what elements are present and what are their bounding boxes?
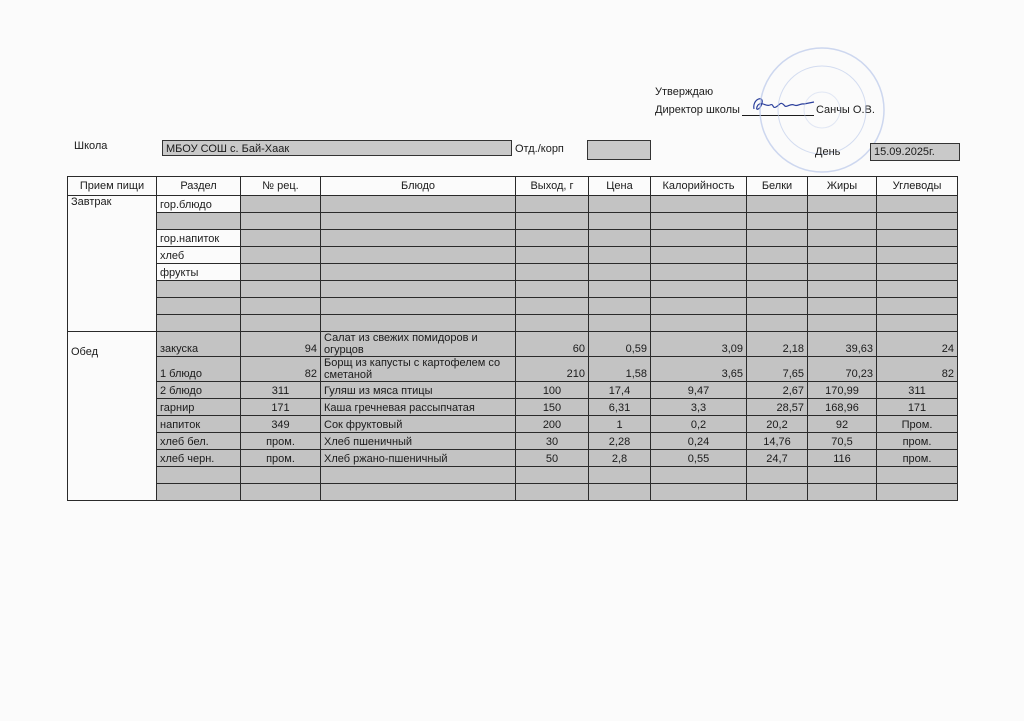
dept-field — [587, 140, 651, 160]
carbs-cell: пром. — [877, 433, 958, 450]
col-header: Цена — [589, 177, 651, 196]
price-cell: 1 — [589, 416, 651, 433]
protein-cell: 2,67 — [747, 382, 808, 399]
table-row — [68, 416, 958, 433]
school-field: МБОУ СОШ с. Бай-Хаак — [162, 140, 512, 156]
recipe-cell: 311 — [241, 382, 321, 399]
carbs-cell: 82 — [877, 357, 958, 382]
yield-cell: 60 — [516, 332, 589, 357]
recipe-cell: пром. — [241, 450, 321, 467]
dish-cell: Каша гречневая рассыпчатая — [321, 399, 516, 416]
director-name: Санчы О.В. — [815, 104, 875, 116]
section-cell: гор.блюдо — [157, 196, 241, 213]
section-cell — [157, 298, 241, 315]
dish-cell: Гуляш из мяса птицы — [321, 382, 516, 399]
col-header: Белки — [747, 177, 808, 196]
section-cell — [157, 315, 241, 332]
protein-cell: 14,76 — [747, 433, 808, 450]
calories-cell: 0,24 — [651, 433, 747, 450]
fat-cell: 92 — [808, 416, 877, 433]
col-header: Раздел — [157, 177, 241, 196]
carbs-cell: 171 — [877, 399, 958, 416]
yield-cell: 100 — [516, 382, 589, 399]
col-header: Блюдо — [321, 177, 516, 196]
section-cell: 2 блюдо — [157, 382, 241, 399]
protein-cell: 20,2 — [747, 416, 808, 433]
col-header: Углеводы — [877, 177, 958, 196]
school-label: Школа — [74, 140, 108, 152]
recipe-cell: 82 — [241, 357, 321, 382]
section-cell: напиток — [157, 416, 241, 433]
fat-cell: 39,63 — [808, 332, 877, 357]
calories-cell: 3,3 — [651, 399, 747, 416]
table-row — [68, 357, 958, 382]
dish-cell: Салат из свежих помидоров и огурцов — [321, 332, 516, 357]
price-cell: 0,59 — [589, 332, 651, 357]
col-header: Выход, г — [516, 177, 589, 196]
col-header: Жиры — [808, 177, 877, 196]
protein-cell: 24,7 — [747, 450, 808, 467]
section-cell: гор.напиток — [157, 230, 241, 247]
meal-cell-breakfast: Завтрак — [68, 196, 157, 332]
yield-cell: 150 — [516, 399, 589, 416]
yield-cell: 50 — [516, 450, 589, 467]
section-cell: 1 блюдо — [157, 357, 241, 382]
table-row — [68, 467, 958, 484]
protein-cell: 28,57 — [747, 399, 808, 416]
table-row — [68, 264, 958, 281]
table-row — [68, 399, 958, 416]
table-row — [68, 450, 958, 467]
price-cell: 1,58 — [589, 357, 651, 382]
table-row — [68, 332, 958, 357]
day-label: День — [815, 146, 841, 158]
protein-cell: 7,65 — [747, 357, 808, 382]
dish-cell: Хлеб ржано-пшеничный — [321, 450, 516, 467]
section-cell: закуска — [157, 332, 241, 357]
dish-cell: Сок фруктовый — [321, 416, 516, 433]
table-row — [68, 247, 958, 264]
table-row — [68, 433, 958, 450]
recipe-cell: 349 — [241, 416, 321, 433]
protein-cell: 2,18 — [747, 332, 808, 357]
director-label: Директор школы — [655, 104, 740, 116]
table-row — [68, 382, 958, 399]
menu-table — [67, 176, 958, 501]
dish-cell: Борщ из капусты с картофелем со сметаной — [321, 357, 516, 382]
col-header: Калорийность — [651, 177, 747, 196]
yield-cell: 210 — [516, 357, 589, 382]
dish-cell: Хлеб пшеничный — [321, 433, 516, 450]
calories-cell: 0,55 — [651, 450, 747, 467]
section-cell — [157, 213, 241, 230]
section-cell: гарнир — [157, 399, 241, 416]
table-row — [68, 230, 958, 247]
carbs-cell: пром. — [877, 450, 958, 467]
table-row — [68, 196, 958, 213]
price-cell: 17,4 — [589, 382, 651, 399]
table-row — [68, 298, 958, 315]
table-row — [68, 315, 958, 332]
section-cell — [157, 281, 241, 298]
col-header: № рец. — [241, 177, 321, 196]
table-row — [68, 213, 958, 230]
section-cell: фрукты — [157, 264, 241, 281]
price-cell: 2,28 — [589, 433, 651, 450]
carbs-cell: 24 — [877, 332, 958, 357]
fat-cell: 116 — [808, 450, 877, 467]
calories-cell: 3,09 — [651, 332, 747, 357]
section-cell: хлеб бел. — [157, 433, 241, 450]
meal-cell-lunch: Обед — [68, 332, 157, 501]
dept-label: Отд./корп — [515, 143, 564, 155]
section-cell: хлеб — [157, 247, 241, 264]
fat-cell: 168,96 — [808, 399, 877, 416]
table-header-row — [68, 177, 958, 196]
yield-cell: 30 — [516, 433, 589, 450]
fat-cell: 170,99 — [808, 382, 877, 399]
recipe-cell: 171 — [241, 399, 321, 416]
approval-title: Утверждаю — [655, 86, 714, 98]
col-header: Прием пищи — [68, 177, 157, 196]
calories-cell: 3,65 — [651, 357, 747, 382]
calories-cell: 0,2 — [651, 416, 747, 433]
table-row — [68, 281, 958, 298]
table-row — [68, 484, 958, 501]
day-field: 15.09.2025г. — [870, 143, 960, 161]
price-cell: 2,8 — [589, 450, 651, 467]
fat-cell: 70,5 — [808, 433, 877, 450]
section-cell: хлеб черн. — [157, 450, 241, 467]
recipe-cell: пром. — [241, 433, 321, 450]
carbs-cell: Пром. — [877, 416, 958, 433]
recipe-cell: 94 — [241, 332, 321, 357]
price-cell: 6,31 — [589, 399, 651, 416]
yield-cell: 200 — [516, 416, 589, 433]
fat-cell: 70,23 — [808, 357, 877, 382]
carbs-cell: 311 — [877, 382, 958, 399]
calories-cell: 9,47 — [651, 382, 747, 399]
